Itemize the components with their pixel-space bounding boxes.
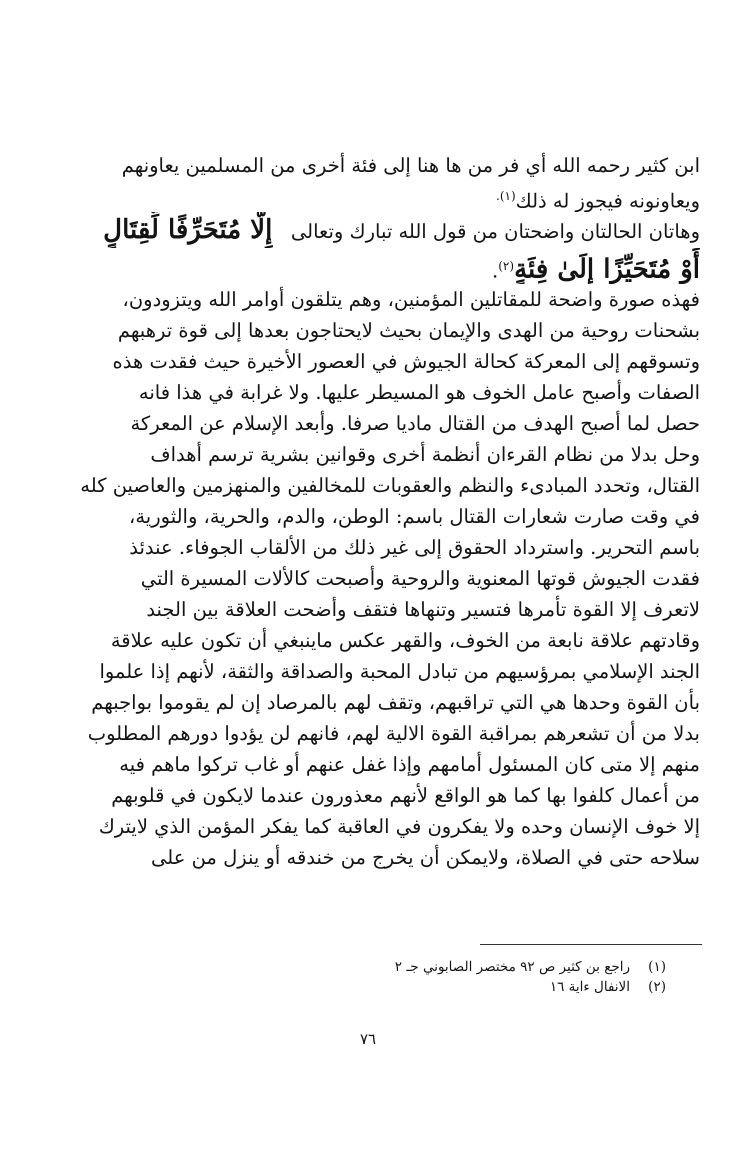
- footnote-number: (١): [648, 959, 666, 975]
- footnote-divider: [480, 944, 702, 945]
- paragraph-2: [70, 212, 700, 284]
- text-line: ابن كثير رحمه الله أي فر من ها هنا إلى فئة أخرى من المسلمين يعاونهم: [121, 154, 700, 177]
- text-fragment: ويعاونونه فيجوز له ذلك: [515, 189, 700, 212]
- footnotes: [246, 957, 666, 997]
- text-line: فقدت الجيوش قوتها المعنوية والروحية وأصبحت كالألات المسيرة التي: [140, 567, 700, 590]
- footnote-ref-1: (١).: [496, 189, 516, 203]
- text-line: من أعمال كلفوا بها كما هو الواقع لأنهم معذورون عندما لايكون في قلوبهم: [111, 784, 700, 807]
- text-line: وقادتهم علاقة نابعة من الخوف، والقهر عكس ماينبغي أن تكون عليه علاقة: [110, 629, 700, 652]
- text-line: فهذه صورة واضحة للمقاتلين المؤمنين، وهم يتلقون أوامر الله ويتزودون،: [122, 288, 700, 311]
- footnote-text: الانفال ءاية ١٦: [549, 979, 630, 995]
- text-line: [70, 248, 700, 284]
- text-line: القتال، وتحدد المبادىء والنظم والعقوبات للمخالفين والمنهزمين والعاصين كله: [80, 474, 700, 497]
- paragraph-1: [70, 150, 700, 212]
- quran-verse: إِلَّا مُتَحَرِّفًا لِّقِتَالٍ: [103, 215, 273, 245]
- text-line: بدلا من أن تشعرهم بمراقبة القوة الالية لهم، فانهم لن يؤدوا دورهم المطلوب: [87, 722, 700, 745]
- text-line: باسم التحرير. واسترداد الحقوق إلى غير ذلك من الألقاب الجوفاء. عندئذ: [129, 536, 700, 559]
- footnote-item: [246, 957, 666, 977]
- text-line: حصل لما أصبح الهدف من القتال ماديا صرفا. وأبعد الإسلام عن المعركة: [130, 412, 700, 435]
- text-line: وتسوقهم إلى المعركة كحالة الجيوش في العصور الأخيرة حيث فقدت هذه: [112, 350, 700, 373]
- text-line: إلا خوف الإنسان وحده ولا يفكرون في العاقبة كما يفكر المؤمن الذي لايترك: [98, 815, 700, 838]
- quran-verse: أَوْ مُتَحَيِّزًا إِلَىٰ فِئَةٍ: [514, 254, 700, 284]
- text-line: [70, 181, 700, 212]
- footnote-text: راجع بن كثير ص ٩٢ مختصر الصابوني جـ ٢: [394, 959, 630, 975]
- text-line: لاتعرف إلا القوة تأمرها فتسير وتنهاها فتقف وأضحت العلاقة بين الجند: [146, 598, 700, 621]
- text-line: في وقت صارت شعارات القتال باسم: الوطن، والدم، والحرية، والثورية،: [129, 505, 700, 528]
- text-line: وحل بدلا من نظام القرءان أنظمة أخرى وقوانين بشرية ترسم أهداف: [150, 443, 700, 466]
- main-text: [70, 150, 700, 873]
- text-line: سلاحه حتى في الصلاة، ولايمكن أن يخرج من خندقه أو ينزل من على: [151, 846, 700, 869]
- text-line: الصفات وأصبح عامل الخوف هو المسيطر عليها. ولا غرابة في هذا فانه: [138, 381, 700, 404]
- footnote-item: [246, 977, 666, 997]
- text-line: منهم إلا متى كان المسئول أمامهم وإذا غفل عنهم أو غاب تركوا ماهم فيه: [119, 753, 700, 776]
- footnote-number: (٢): [648, 979, 666, 995]
- verse-intro: وهاتان الحالتان واضحتان من قول الله تبارك وتعالى: [290, 220, 700, 243]
- text-line: بشحنات روحية من الهدى والإيمان بحيث لايحتاجون بعدها إلى قوة ترهبهم: [117, 319, 700, 342]
- verse-end: .: [492, 259, 499, 283]
- footnote-ref-2: (٢): [498, 259, 515, 273]
- text-line: [70, 212, 700, 248]
- text-line: الجند الإسلامي بمرؤسيهم من تبادل المحبة والصداقة والثقة، لأنهم إذا علموا: [99, 660, 700, 683]
- page-number: ٧٦: [359, 1030, 377, 1048]
- paragraph-3: [70, 284, 700, 873]
- text-line: بأن القوة وحدها هي التي تراقبهم، وتقف لهم بالمرصاد إن لم يقوموا بواجبهم: [91, 691, 700, 714]
